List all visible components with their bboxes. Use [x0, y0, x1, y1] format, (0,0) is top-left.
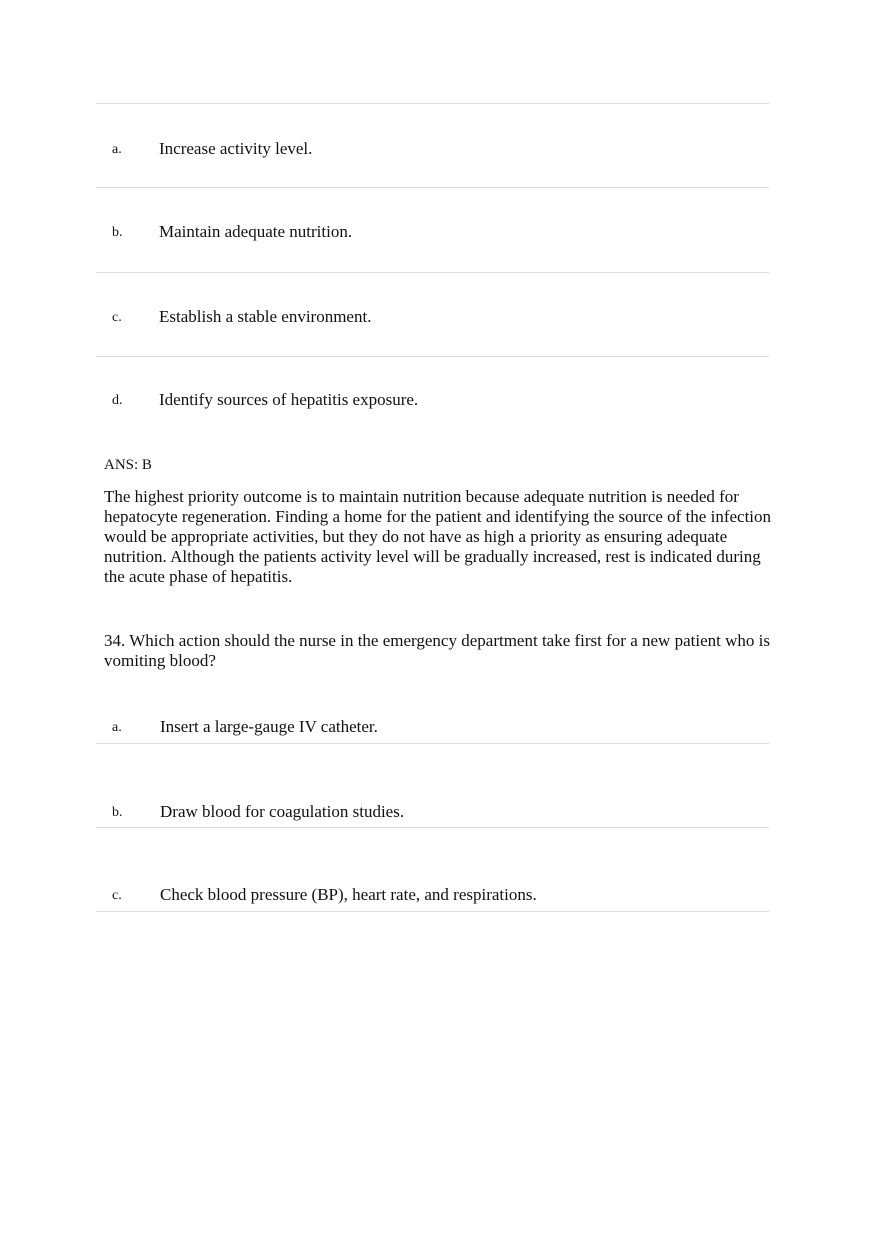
option-letter: b.: [112, 225, 123, 240]
option-text: Establish a stable environment.: [159, 307, 372, 326]
option-text: Identify sources of hepatitis exposure.: [159, 390, 419, 409]
table-divider: [96, 743, 769, 744]
option-letter: b.: [112, 805, 123, 820]
option-text: Draw blood for coagulation studies.: [160, 802, 405, 821]
rationale-paragraph: The highest priority outcome is to maintain nutrition because adequate nutrition is needed for hepatocyte regeneration. Finding a home for the patient and identifying the source of the infection would be appropriate activities, but they do not have as high a priority as ensuring adequate nutrition. Although the patients activity level will be gradually increased, rest is indicated during the acute phase of hepatitis.: [104, 487, 772, 586]
question-stem: 34. Which action should the nurse in the emergency department take first for a new patient who is vomiting blood?: [104, 631, 770, 670]
table-divider: [96, 911, 769, 912]
option-letter: a.: [112, 720, 122, 735]
table-divider: [96, 103, 769, 104]
option-letter: d.: [112, 393, 123, 408]
option-letter: a.: [112, 142, 122, 157]
table-divider: [96, 272, 769, 273]
table-divider: [96, 827, 769, 828]
table-divider: [96, 356, 769, 357]
option-letter: c.: [112, 888, 122, 903]
option-letter: c.: [112, 310, 122, 325]
option-text: Insert a large-gauge IV catheter.: [160, 717, 378, 736]
option-text: Maintain adequate nutrition.: [159, 222, 353, 241]
table-divider: [96, 187, 769, 188]
answer-key: ANS: B: [104, 457, 152, 473]
option-text: Increase activity level.: [159, 139, 313, 158]
option-text: Check blood pressure (BP), heart rate, and respirations.: [160, 885, 537, 904]
